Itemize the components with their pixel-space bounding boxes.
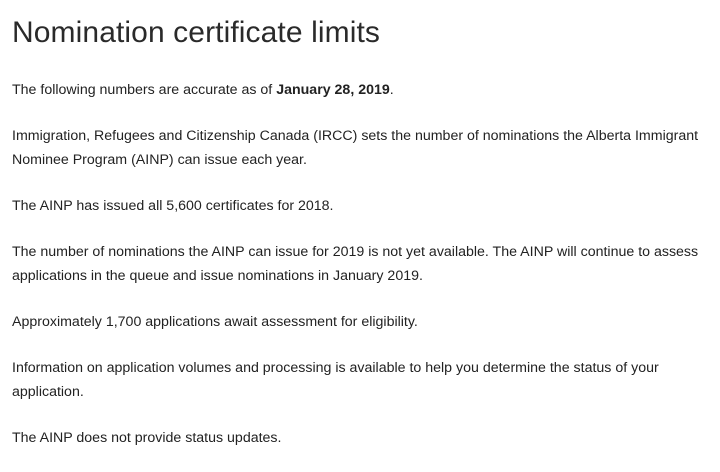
paragraph-applications-await: Approximately 1,700 applications await assessment for eligibility. [12,314,418,330]
intro-date: January 28, 2019 [276,82,390,98]
page-title: Nomination certificate limits [12,16,381,49]
paragraph-issued-2018: The AINP has issued all 5,600 certificates for 2018. [12,198,334,214]
paragraph-status-updates: The AINP does not provide status updates. [12,430,282,446]
paragraph-processing-info: Information on application volumes and processing is available to help you determine the status of your application. [12,360,659,400]
paragraph-2019-nominations: The number of nominations the AINP can issue for 2019 is not yet available. The AINP will continue to assess applications in the queue and issue nominations in January 2019. [12,244,699,284]
intro-paragraph [12,78,712,102]
article-content [12,14,712,472]
intro-prefix: The following numbers are accurate as of [12,82,277,98]
intro-suffix: . [389,82,394,98]
paragraph-ircc: Immigration, Refugees and Citizenship Canada (IRCC) sets the number of nominations the Alberta Immigrant Nominee Program (AINP) can issue each year. [12,128,699,168]
